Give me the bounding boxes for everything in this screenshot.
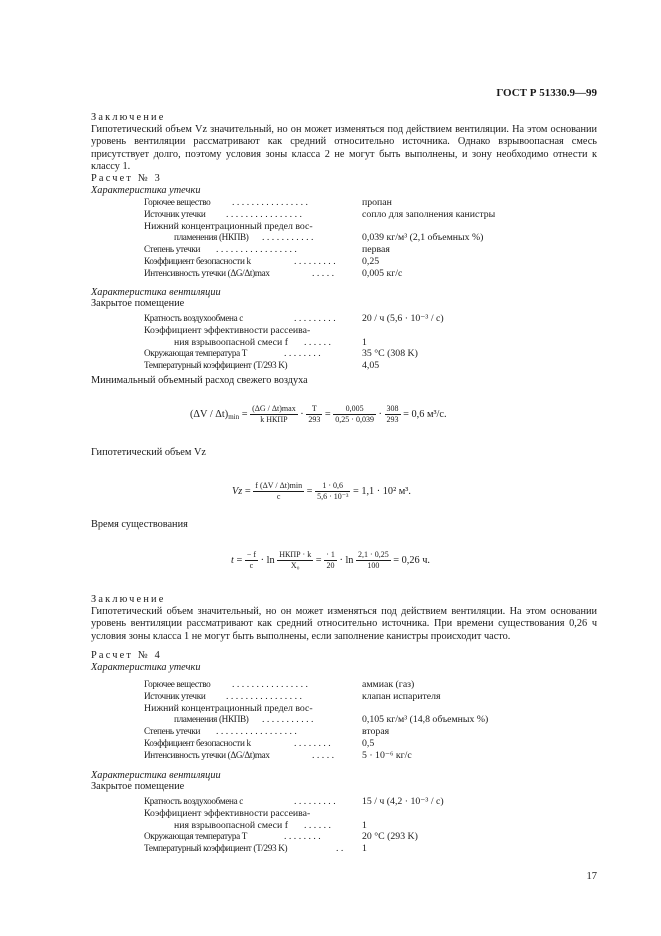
calc-3-leak-table bbox=[144, 197, 604, 280]
calc-4-leak-table bbox=[144, 679, 604, 762]
table-row: ния взрывоопасной смеси f . . . . . . 1 bbox=[174, 336, 367, 348]
conclusion-1-text: Гипотетический объем Vz значительный, но он может изменяться под действием вентиляции. На этом основании уровень вентиляции рассматривают как средний относительно источника. Однако взрывоопасная смесь присутствует долго, поэтому условия зоны класса 2 не могут быть выполнены, и зону необходимо отнести к классу 1. bbox=[91, 124, 597, 172]
table-row: Коэффициент безопасности k . . . . . . . . . 0,25 bbox=[144, 255, 380, 267]
hyp-volume-text: Гипотетический объем Vz bbox=[91, 447, 206, 458]
calc-3-title: Расчет № 3 bbox=[91, 173, 163, 184]
calc-3-vent-table bbox=[144, 313, 604, 372]
calc-4-title: Расчет № 4 bbox=[91, 650, 163, 661]
table-row: Источник утечки . . . . . . . . . . . . . . . . клапан испарителя bbox=[144, 690, 441, 702]
formula-min-flow: (ΔV / Δt)min = (ΔG / Δt)max k НКПР · $\frac{T}{293}$ = $\frac{0,005}{0,25 \cdot 0,039}$ · $\frac{308}{293}$ = 0,6 м³/с. bbox=[190, 404, 447, 424]
table-row: Температурный коэффициент (T/293 K) 4,05 bbox=[144, 360, 380, 372]
min-flow-text: Минимальный объемный расход свежего воздуха bbox=[91, 375, 308, 386]
table-row: Коэффициент эффективности рассеива- bbox=[144, 324, 311, 336]
page-number: 17 bbox=[586, 871, 597, 882]
table-row: Интенсивность утечки (ΔG/Δt)max . . . . . 0,005 кг/с bbox=[144, 267, 403, 279]
formula-time: t = $\frac{- f}{c}$ · ln НКПР · k X₀ = $\frac{\cdot 1}{20}$ · ln $\frac{2,1 \cdot 0,25}{100}$ = 0,26 ч. bbox=[231, 550, 431, 570]
table-row: Кратность воздухообмена c . . . . . . . . . 20 / ч (5,6 · 10⁻³ / с) bbox=[144, 313, 444, 324]
table-row: Нижний концентрационный предел вос- bbox=[144, 220, 313, 232]
table-row: Температурный коэффициент (T/293 K) . . 1 bbox=[144, 843, 367, 855]
calc-4-vent-table bbox=[144, 796, 604, 855]
calc-4-room: Закрытое помещение bbox=[91, 781, 185, 792]
standard-header: ГОСТ Р 51330.9—99 bbox=[496, 87, 597, 99]
table-row: Степень утечки . . . . . . . . . . . . . . . . . первая bbox=[144, 244, 390, 256]
calc-3-leak-heading: Характеристика утечки bbox=[91, 185, 201, 196]
table-row: Коэффициент эффективности рассеива- bbox=[144, 807, 311, 819]
conclusion-1-title: Заключение bbox=[91, 112, 166, 123]
table-row: Коэффициент безопасности k . . . . . . . . 0,5 bbox=[144, 737, 375, 749]
table-row: ния взрывоопасной смеси f . . . . . . 1 bbox=[174, 819, 367, 831]
calc-3-room: Закрытое помещение bbox=[91, 298, 185, 309]
formula-vz: Vz = f (ΔV / Δt)min c = $\frac{1 \cdot 0,6}{\text{5,6 · 10⁻³}}$ = 1,1 · 10² м³. bbox=[232, 481, 411, 501]
conclusion-2-text: Гипотетический объем значительный, но он может изменяться под действием вентиляции. На этом основании уровень вентиляции рассматривают как средний относительно источника. При времени существования 0,26 ч условия зоны класса 1 не могут быть выполнены, если заполнение канистры происходит часто. bbox=[91, 606, 597, 642]
table-row: пламенения (НКПВ) . . . . . . . . . . . 0,105 кг/м³ (14,8 объемных %) bbox=[174, 714, 489, 726]
time-text: Время существования bbox=[91, 519, 188, 530]
table-row: Источник утечки . . . . . . . . . . . . . . . . сопло для заполнения канистры bbox=[144, 208, 496, 220]
table-row: пламенения (НКПВ) . . . . . . . . . . . 0,039 кг/м³ (2,1 объемных %) bbox=[174, 232, 484, 244]
table-row: Интенсивность утечки (ΔG/Δt)max . . . . . 5 · 10⁻⁶ кг/с bbox=[144, 749, 412, 761]
table-row: Горючее вещество . . . . . . . . . . . . . . . . аммиак (газ) bbox=[144, 679, 415, 690]
conclusion-2-title: Заключение bbox=[91, 594, 166, 605]
table-row: Окружающая температура T . . . . . . . . 35 °C (308 K) bbox=[144, 348, 418, 360]
table-row: Кратность воздухообмена c . . . . . . . . . 15 / ч (4,2 · 10⁻³ / с) bbox=[144, 796, 444, 807]
table-row: Нижний концентрационный предел вос- bbox=[144, 702, 313, 714]
calc-4-vent-heading: Характеристика вентиляции bbox=[91, 770, 221, 781]
calc-4-leak-heading: Характеристика утечки bbox=[91, 662, 201, 673]
table-row: Окружающая температура T . . . . . . . . 20 °C (293 K) bbox=[144, 831, 418, 843]
table-row: Горючее вещество . . . . . . . . . . . . . . . . пропан bbox=[144, 197, 392, 208]
table-row: Степень утечки . . . . . . . . . . . . . . . . . вторая bbox=[144, 726, 390, 738]
calc-3-vent-heading: Характеристика вентиляции bbox=[91, 287, 221, 298]
